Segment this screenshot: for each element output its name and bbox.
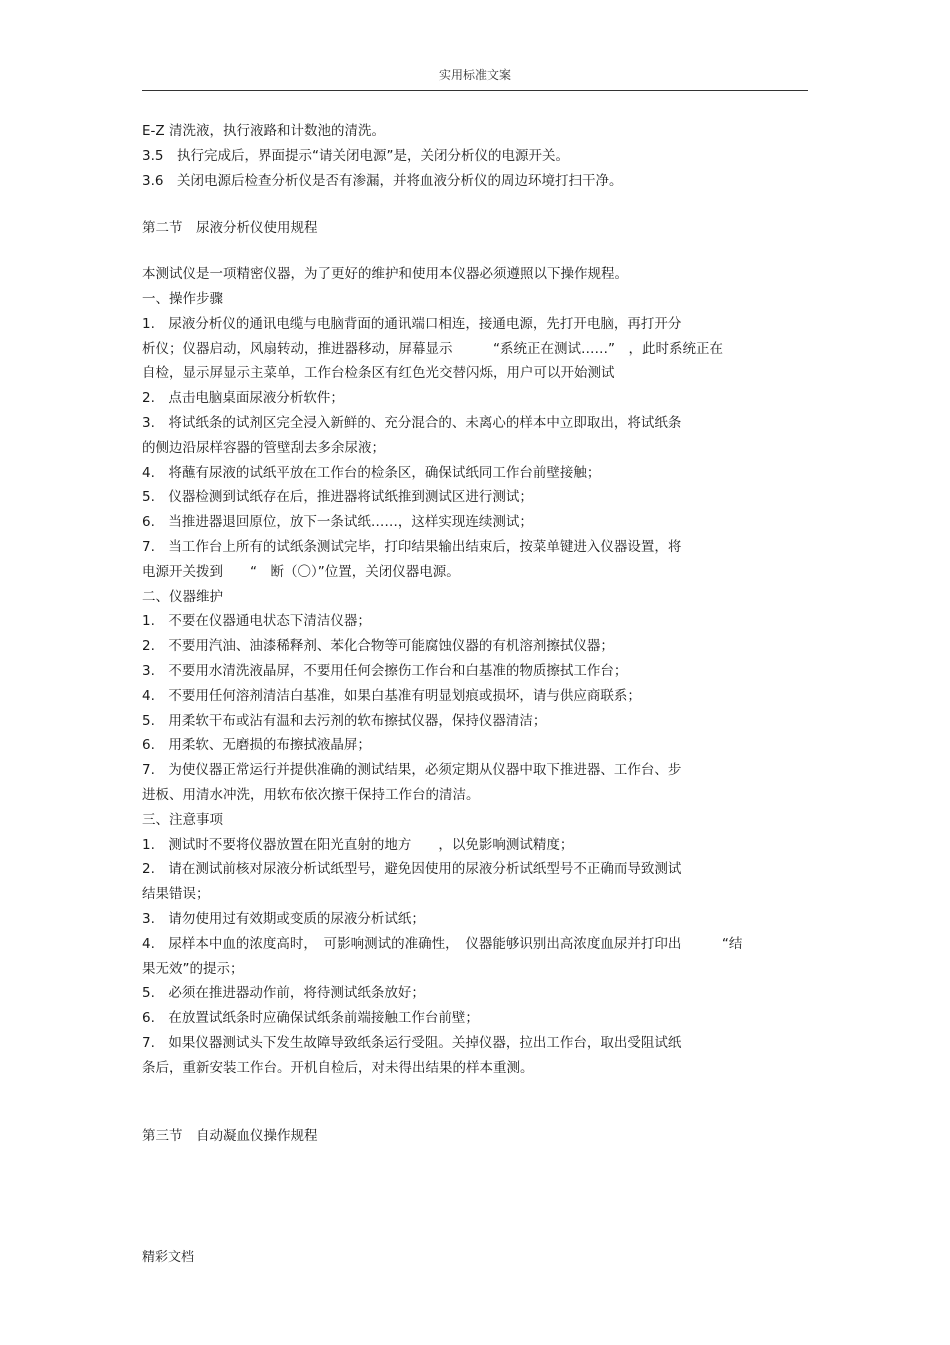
page-footer: 精彩文档 xyxy=(142,1250,195,1265)
text-line: 7. 当工作台上所有的试纸条测试完毕，打印结果输出结束后，按菜单键进入仪器设置，将 xyxy=(142,538,682,555)
section-title: 第二节 尿液分析仪使用规程 xyxy=(142,220,318,237)
text-line: 4. 尿样本中血的浓度高时， 可影响测试的准确性， 仪器能够识别出高浓度血尿并打印出 “结 xyxy=(142,935,743,952)
text-line: 7. 为使仪器正常运行并提供准确的测试结果，必须定期从仪器中取下推进器、工作台、步 xyxy=(142,762,682,779)
text-line: 4. 将蘸有尿液的试纸平放在工作台的检条区，确保试纸同工作台前壁接触； xyxy=(142,464,601,481)
text-line: 本测试仪是一项精密仪器，为了更好的维护和使用本仪器必须遵照以下操作规程。 xyxy=(142,266,628,283)
text-line: 3.5 执行完成后，界面提示“请关闭电源”是，关闭分析仪的电源开关。 xyxy=(142,147,569,164)
text-line: 2. 请在测试前核对尿液分析试纸型号，避免因使用的尿液分析试纸型号不正确而导致测试 xyxy=(142,861,682,878)
text-line: 的侧边沿尿样容器的管壁刮去多余尿液； xyxy=(142,439,385,456)
text-line: 6. 用柔软、无磨损的布擦拭液晶屏； xyxy=(142,737,371,754)
page-header: 实用标准文案 xyxy=(438,68,511,82)
text-line: 4. 不要用任何溶剂清洁白基准，如果白基准有明显划痕或损坏，请与供应商联系； xyxy=(142,687,641,704)
text-line: 5. 必须在推进器动作前，将待测试纸条放好； xyxy=(142,985,425,1002)
text-line: 1. 不要在仪器通电状态下清洁仪器； xyxy=(142,613,371,630)
subsection-heading: 三、注意事项 xyxy=(142,811,223,828)
text-line: 1. 测试时不要将仪器放置在阳光直射的地方 ，以免影响测试精度； xyxy=(142,836,574,853)
text-line: 6. 在放置试纸条时应确保试纸条前端接触工作台前壁； xyxy=(142,1010,479,1027)
section-title: 第三节 自动凝血仪操作规程 xyxy=(142,1128,318,1145)
text-line: 进板、用清水冲洗，用软布依次擦干保持工作台的清洁。 xyxy=(142,786,480,803)
text-line: 7. 如果仪器测试头下发生故障导致纸条运行受阻。关掉仪器，拉出工作台，取出受阻试纸 xyxy=(142,1034,682,1051)
text-line: E-Z 清洗液，执行液路和计数池的清洗。 xyxy=(142,123,385,139)
text-line: 电源开关拨到 “ 断（〇）”位置，关闭仪器电源。 xyxy=(142,563,460,580)
text-line: 6. 当推进器退回原位，放下一条试纸……，这样实现连续测试； xyxy=(142,514,533,531)
header-rule xyxy=(142,90,808,91)
subsection-heading: 一、操作步骤 xyxy=(142,290,223,307)
text-line: 5. 用柔软干布或沾有温和去污剂的软布擦拭仪器，保持仪器清洁； xyxy=(142,712,547,729)
subsection-heading: 二、仪器维护 xyxy=(142,588,223,605)
text-line: 1. 尿液分析仪的通讯电缆与电脑背面的通讯端口相连，接通电源，先打开电脑，再打开分 xyxy=(142,315,682,332)
text-line: 析仪；仪器启动，风扇转动，推进器移动，屏幕显示 “系统正在测试……” ，此时系统正在 xyxy=(142,340,723,357)
text-line: 3. 请勿使用过有效期或变质的尿液分析试纸； xyxy=(142,910,425,927)
text-line: 结果错误； xyxy=(142,886,210,903)
text-line: 3. 将试纸条的试剂区完全浸入新鲜的、充分混合的、未离心的样本中立即取出，将试纸条 xyxy=(142,414,682,431)
text-line: 5. 仪器检测到试纸存在后，推进器将试纸推到测试区进行测试； xyxy=(142,489,533,506)
text-line: 3.6 关闭电源后检查分析仪是否有渗漏，并将血液分析仪的周边环境打扫干净。 xyxy=(142,172,623,189)
document-body xyxy=(142,119,812,1149)
text-line: 2. 不要用汽油、油漆稀释剂、苯化合物等可能腐蚀仪器的有机溶剂擦拭仪器； xyxy=(142,638,614,655)
text-line: 条后，重新安装工作台。开机自检后，对未得出结果的样本重测。 xyxy=(142,1059,534,1076)
text-line: 自检，显示屏显示主菜单，工作台检条区有红色光交替闪烁，用户可以开始测试 xyxy=(142,365,615,382)
text-line: 3. 不要用水清洗液晶屏，不要用任何会擦伤工作台和白基准的物质擦拭工作台； xyxy=(142,662,628,679)
text-line: 果无效”的提示； xyxy=(142,960,244,977)
text-line: 2. 点击电脑桌面尿液分析软件； xyxy=(142,390,344,407)
